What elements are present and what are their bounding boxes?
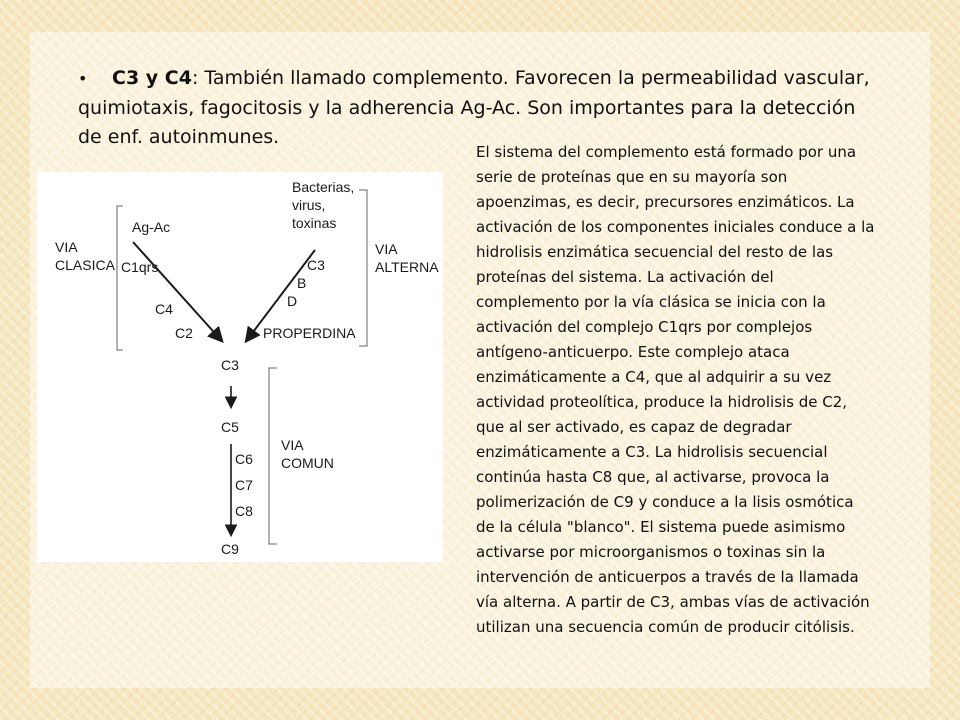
alterna-item-c3: C3: [307, 257, 325, 273]
bullet-line-3: de enf. autoinmunes.: [78, 126, 280, 148]
alterna-item-d: D: [287, 293, 298, 309]
bullet-line-2: quimiotaxis, fagocitosis y la adherencia Ag-Ac. Son importantes para la detección: [78, 96, 856, 119]
paragraph-line: que al ser activado, es capaz de degradar: [476, 418, 792, 436]
paragraph-line: activación de los componentes iniciales conduce a la: [476, 218, 875, 236]
complement-pathway-diagram: [37, 172, 443, 562]
paragraph-line: El sistema del complemento está formado por una: [476, 143, 857, 161]
comun-item-c7: C7: [235, 477, 253, 493]
bullet-line-1: [78, 64, 878, 94]
clasica-bracket: [117, 206, 123, 350]
bullet-dot: •: [78, 69, 88, 88]
via-alterna-label-2: ALTERNA: [375, 259, 439, 275]
paragraph-line: de la célula "blanco". El sistema puede asimismo: [476, 518, 846, 536]
clasica-item-c2: C2: [175, 325, 193, 341]
paragraph-line: proteínas del sistema. La activación del: [476, 268, 774, 286]
paragraph-line: utilizan una secuencia común de producir citólisis.: [476, 618, 855, 636]
paragraph-line: vía alterna. A partir de C3, ambas vías de activación: [476, 593, 870, 611]
paragraph-line: serie de proteínas que en su mayoría son: [476, 168, 788, 186]
explanation-paragraph: [476, 140, 938, 640]
via-alterna-label-1: VIA: [375, 241, 398, 257]
via-clasica-label-2: CLASICA: [55, 257, 115, 273]
paragraph-line: continúa hasta C8 que, al activarse, provoca la: [476, 468, 830, 486]
paragraph-line: complemento por la vía clásica se inicia con la: [476, 293, 826, 311]
alterna-item-virus: virus,: [292, 197, 326, 213]
paragraph-line: activación del complejo C1qrs por complejos: [476, 318, 813, 336]
paragraph-line: activarse por microorganismos o toxinas sin la: [476, 543, 826, 561]
paragraph-line: actividad proteolítica, produce la hidrolisis de C2,: [476, 393, 848, 411]
comun-item-c9: C9: [221, 541, 239, 557]
paragraph-line: intervención de anticuerpos a través de la llamada: [476, 568, 859, 586]
comun-item-c3: C3: [221, 357, 239, 373]
clasica-item-c4: C4: [155, 301, 173, 317]
paragraph-line: polimerización de C9 y conduce a la lisis osmótica: [476, 493, 854, 511]
alterna-item-toxinas: toxinas: [292, 215, 337, 231]
via-comun-label-1: VIA: [281, 437, 304, 453]
alterna-item-properdina: PROPERDINA: [263, 325, 356, 341]
alterna-item-b: B: [297, 275, 307, 291]
alterna-item-bacterias: Bacterias,: [292, 179, 355, 195]
paragraph-line: enzimáticamente a C4, que al adquirir a su vez: [476, 368, 832, 386]
paragraph-line: antígeno-anticuerpo. Este complejo ataca: [476, 343, 790, 361]
pathway-svg: [37, 172, 443, 562]
paragraph-line: hidrolisis enzimática secuencial del resto de las: [476, 243, 834, 261]
bullet-term: C3 y C4: [112, 67, 192, 89]
via-clasica-label-1: VIA: [55, 239, 78, 255]
clasica-item-ag-ac: Ag-Ac: [132, 219, 171, 235]
comun-item-c8: C8: [235, 503, 253, 519]
paragraph-line: enzimáticamente a C3. La hidrolisis secuencial: [476, 443, 828, 461]
paragraph-line: apoenzimas, es decir, precursores enzimáticos. La: [476, 193, 855, 211]
comun-item-c5: C5: [221, 419, 239, 435]
comun-item-c6: C6: [235, 451, 253, 467]
clasica-item-c1qrs: C1qrs: [121, 259, 159, 275]
bullet-line-1-rest: : También llamado complemento. Favorecen la permeabilidad vascular,: [191, 67, 870, 89]
comun-bracket: [269, 368, 277, 544]
alterna-bracket: [359, 190, 367, 346]
via-comun-label-2: COMUN: [281, 455, 334, 471]
